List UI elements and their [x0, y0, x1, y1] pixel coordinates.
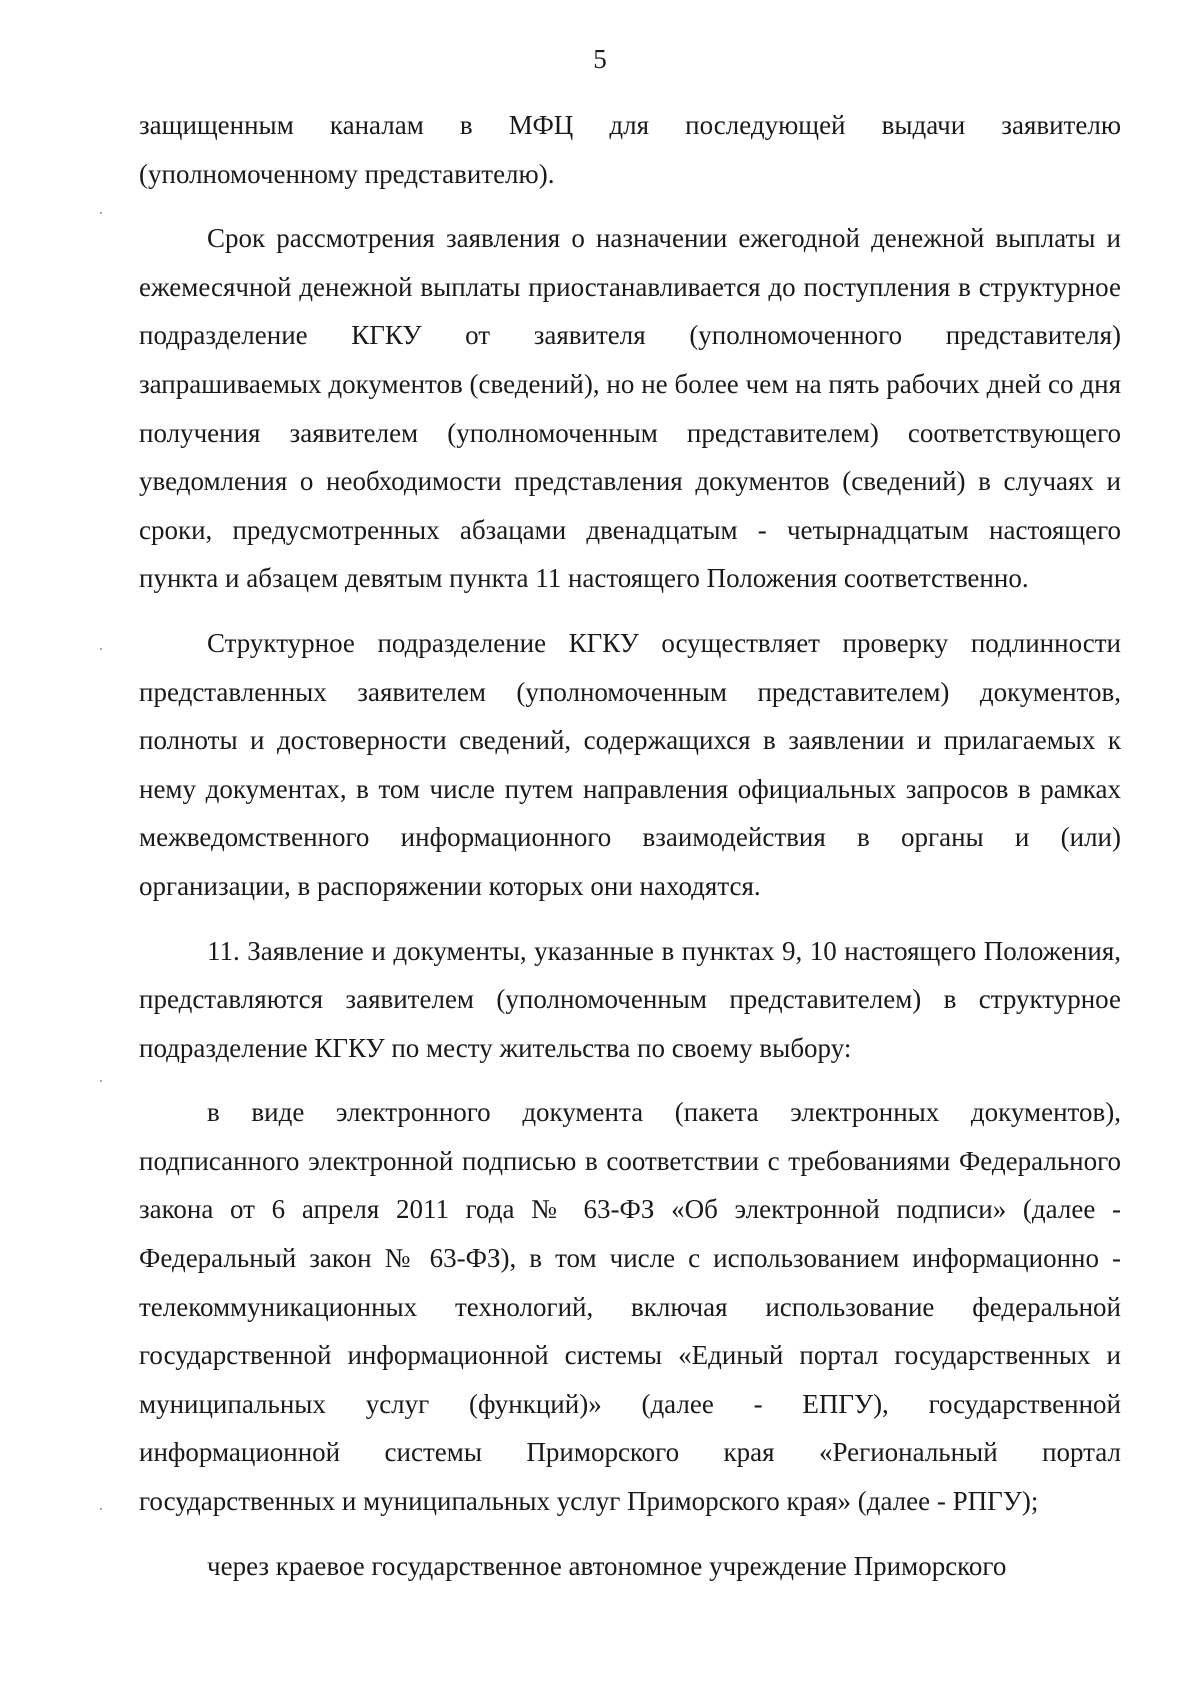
scan-mark [100, 1080, 102, 1082]
paragraph-regional-institution: через краевое государственное автономное учреждение Приморского [207, 1550, 1007, 1581]
scan-mark [100, 212, 102, 214]
paragraph-electronic-document: в виде электронного документа (пакета электронных документов), подписанного электронной подписью в соответствии с требованиями Федерального закона от 6 апреля 2011 года № 63-ФЗ «Об электронной подписи» (далее - Федеральный закон № 63-ФЗ), в том числе с использованием информационно - телекоммуникационных технологий, включая использование федеральной государственной информационной системы «Единый портал государственных и муниципальных услуг (функций)» (далее - ЕПГУ), государственной информационной системы Приморского края «Региональный портал государственных и муниципальных услуг Приморского края» (далее - РПГУ); [139, 1097, 1121, 1517]
paragraph-review-period: Срок рассмотрения заявления о назначении ежегодной денежной выплаты и ежемесячной денежной выплаты приостанавливается до поступления в структурное подразделение КГКУ от заявителя (уполномоченного представителя) запрашиваемых документов (сведений), но не более чем на пять рабочих дней со дня получения заявителем (уполномоченным представителем) соответствующего уведомления о необходимости представления документов (сведений) в случаях и сроки, предусмотренных абзацами двенадцатым - четырнадцатым настоящего пункта и абзацем девятым пункта 11 настоящего Положения соответственно. [139, 223, 1121, 594]
scan-mark [100, 648, 102, 650]
document-body [139, 101, 1121, 1590]
paragraph-verification: Структурное подразделение КГКУ осуществляет проверку подлинности представленных заявителем (уполномоченным представителем) документов, полноты и достоверности сведений, содержащихся в заявлении и прилагаемых к нему документах, в том числе путем направления официальных запросов в рамках межведомственного информационного взаимодействия в органы и (или) организации, в распоряжении которых они находятся. [139, 627, 1121, 901]
paragraph-item-11: 11. Заявление и документы, указанные в пунктах 9, 10 настоящего Положения, представляются заявителем (уполномоченным представителем) в структурное подразделение КГКУ по месту жительства по своему выбору: [139, 935, 1121, 1063]
paragraph-continuation: защищенным каналам в МФЦ для последующей выдачи заявителю (уполномоченному представителю). [139, 110, 1121, 189]
page-number: 5 [593, 44, 607, 74]
scan-mark [100, 1508, 102, 1510]
